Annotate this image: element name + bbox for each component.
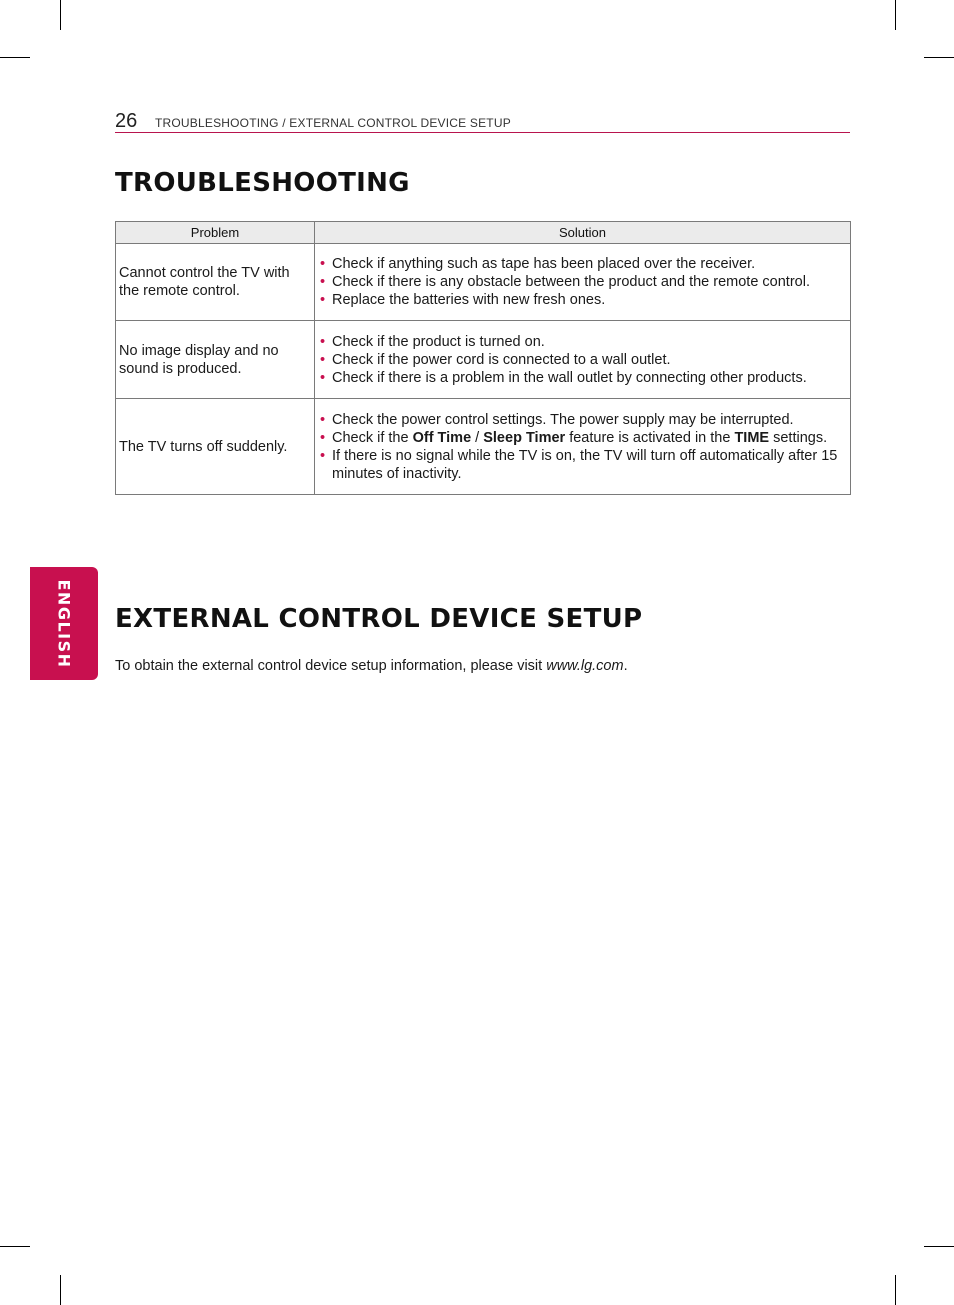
solution-text: Check if there is a problem in the wall outlet by connecting other products. [332,369,807,386]
running-title: TROUBLESHOOTING / EXTERNAL CONTROL DEVICE SETUP [155,116,511,130]
troubleshooting-table [115,221,851,495]
menu-term: Sleep Timer [483,429,566,446]
section-title-external-control: EXTERNAL CONTROL DEVICE SETUP [115,604,643,634]
solution-text: If there is no signal while the TV is on, the TV will turn off automatically after 15 minutes of inactivity. [332,447,838,482]
list-item [318,333,847,351]
solution-text: Check if the [332,429,413,446]
solution-text: Check if anything such as tape has been placed over the receiver. [332,256,756,272]
column-header-solution: Solution [315,222,851,244]
bullet-icon: • [320,333,326,350]
bullet-icon: • [320,256,326,272]
bullet-icon: • [320,351,326,368]
bullet-icon: • [320,369,326,386]
problem-cell: Cannot control the TV with the remote control. [116,244,315,321]
solution-text: Check the power control settings. The power supply may be interrupted. [332,411,794,428]
problem-cell: The TV turns off suddenly. [116,399,315,495]
crop-mark [924,1246,954,1247]
table-body [116,244,851,495]
lg-website-link[interactable]: www.lg.com [546,658,624,674]
page-number: 26 [115,110,138,132]
table-row [116,399,851,495]
solution-list [318,333,847,387]
solution-text: settings. [769,429,828,446]
list-item [318,273,847,291]
page-header [115,110,850,133]
solution-cell [315,321,851,399]
list-item [318,447,847,483]
list-item [318,351,847,369]
crop-mark [0,57,30,58]
section-title-troubleshooting: TROUBLESHOOTING [115,168,410,198]
bullet-icon: • [320,411,326,428]
solution-list [318,411,847,483]
list-item [318,291,847,309]
list-item [318,411,847,429]
language-tab-label: ENGLISH [54,578,74,669]
solution-list [318,255,847,309]
external-control-text: To obtain the external control device setup information, please visit [115,658,547,674]
language-tab [30,567,98,680]
problem-cell: No image display and no sound is produced. [116,321,315,399]
solution-text: Check if there is any obstacle between the product and the remote control. [332,274,810,290]
list-item [318,369,847,387]
bullet-icon: • [320,292,326,308]
solution-text: Check if the product is turned on. [332,333,545,350]
crop-mark [895,0,896,30]
bullet-icon: • [320,274,326,290]
solution-cell [315,244,851,321]
solution-text: feature is activated in the [565,429,735,446]
bullet-icon: • [320,429,326,446]
solution-text: / [471,429,484,446]
solution-text: Check if the power cord is connected to a wall outlet. [332,351,671,368]
sentence-end: . [623,658,628,674]
column-header-problem: Problem [116,222,315,244]
crop-mark [0,1246,30,1247]
crop-mark [924,57,954,58]
crop-mark [60,1275,61,1305]
crop-mark [60,0,61,30]
crop-mark [895,1275,896,1305]
table-header-row [116,222,851,244]
list-item [318,255,847,273]
bullet-icon: • [320,447,326,464]
external-control-paragraph [115,657,628,675]
solution-cell [315,399,851,495]
menu-term: Off Time [412,429,472,446]
menu-term: TIME [734,429,770,446]
list-item [318,429,847,447]
table-row [116,321,851,399]
table-row [116,244,851,321]
solution-text: Replace the batteries with new fresh ones. [332,292,606,308]
